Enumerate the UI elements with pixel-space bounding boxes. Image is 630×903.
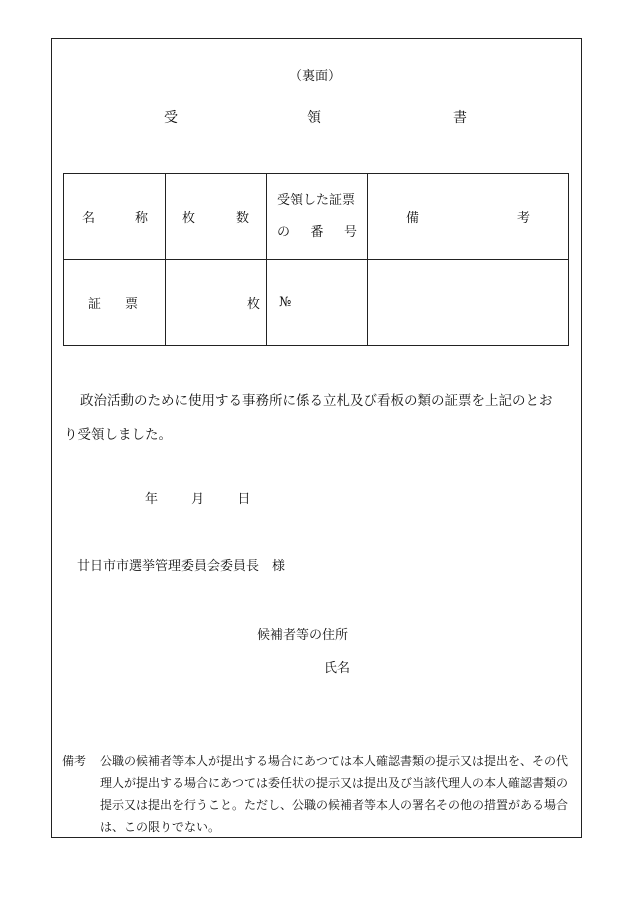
statement-line-2: り受領しました。 xyxy=(64,427,172,443)
remarks-label: 備考 xyxy=(62,754,87,768)
date-row xyxy=(145,488,250,507)
addressee: 廿日市市選挙管理委員会委員長 様 xyxy=(77,559,286,574)
header-number-char-2: 番 xyxy=(310,224,324,240)
cell-name-char-1: 証 xyxy=(88,297,102,312)
header-name xyxy=(64,174,166,260)
header-count-char-1: 枚 xyxy=(182,211,196,226)
candidate-address-label: 候補者等の住所 xyxy=(257,628,349,643)
date-day: 日 xyxy=(237,492,251,507)
cell-number-prefix: № xyxy=(279,295,292,310)
title-char-2: 領 xyxy=(307,110,321,126)
header-note-char-1: 備 xyxy=(406,211,420,226)
receipt-table xyxy=(63,173,569,346)
header-number-char-3: 号 xyxy=(343,224,357,240)
statement-line-1: 政治活動のために使用する事務所に係る立札及び看板の類の証票を上記のとお xyxy=(80,393,553,409)
header-number xyxy=(267,174,368,260)
header-number-char-1: の xyxy=(277,224,291,240)
side-label: （裏面） xyxy=(288,69,341,84)
cell-count xyxy=(166,260,267,346)
header-count xyxy=(166,174,267,260)
header-name-char-1: 名 xyxy=(82,211,96,226)
cell-number xyxy=(267,260,368,346)
header-count-char-2: 数 xyxy=(235,211,249,226)
header-name-char-2: 称 xyxy=(134,211,148,226)
header-note xyxy=(368,174,569,260)
cell-name-char-2: 票 xyxy=(124,297,138,312)
table-header-row xyxy=(64,174,569,260)
candidate-name-label: 氏名 xyxy=(324,661,351,676)
statement xyxy=(64,384,574,452)
cell-count-unit: 枚 xyxy=(246,297,260,312)
table-row xyxy=(64,260,569,346)
header-number-line1: 受領した証票 xyxy=(277,192,356,208)
date-year: 年 xyxy=(145,492,159,507)
title-char-1: 受 xyxy=(164,110,178,126)
remarks-text: 公職の候補者等本人が提出する場合にあつては本人確認書類の提示又は提出を、その代理人が提出する場合にあつては委任状の提示又は提出及び当該代理人の本人確認書類の提示又は提出を行うこと。ただし、公職の候補者等本人の署名その他の措置がある場合は、この限りでない。 xyxy=(100,754,569,834)
remarks xyxy=(62,750,572,838)
date-month: 月 xyxy=(191,492,205,507)
header-note-char-2: 考 xyxy=(516,211,530,226)
cell-name xyxy=(64,260,166,346)
cell-note xyxy=(368,260,569,346)
title-char-3: 書 xyxy=(453,110,467,126)
